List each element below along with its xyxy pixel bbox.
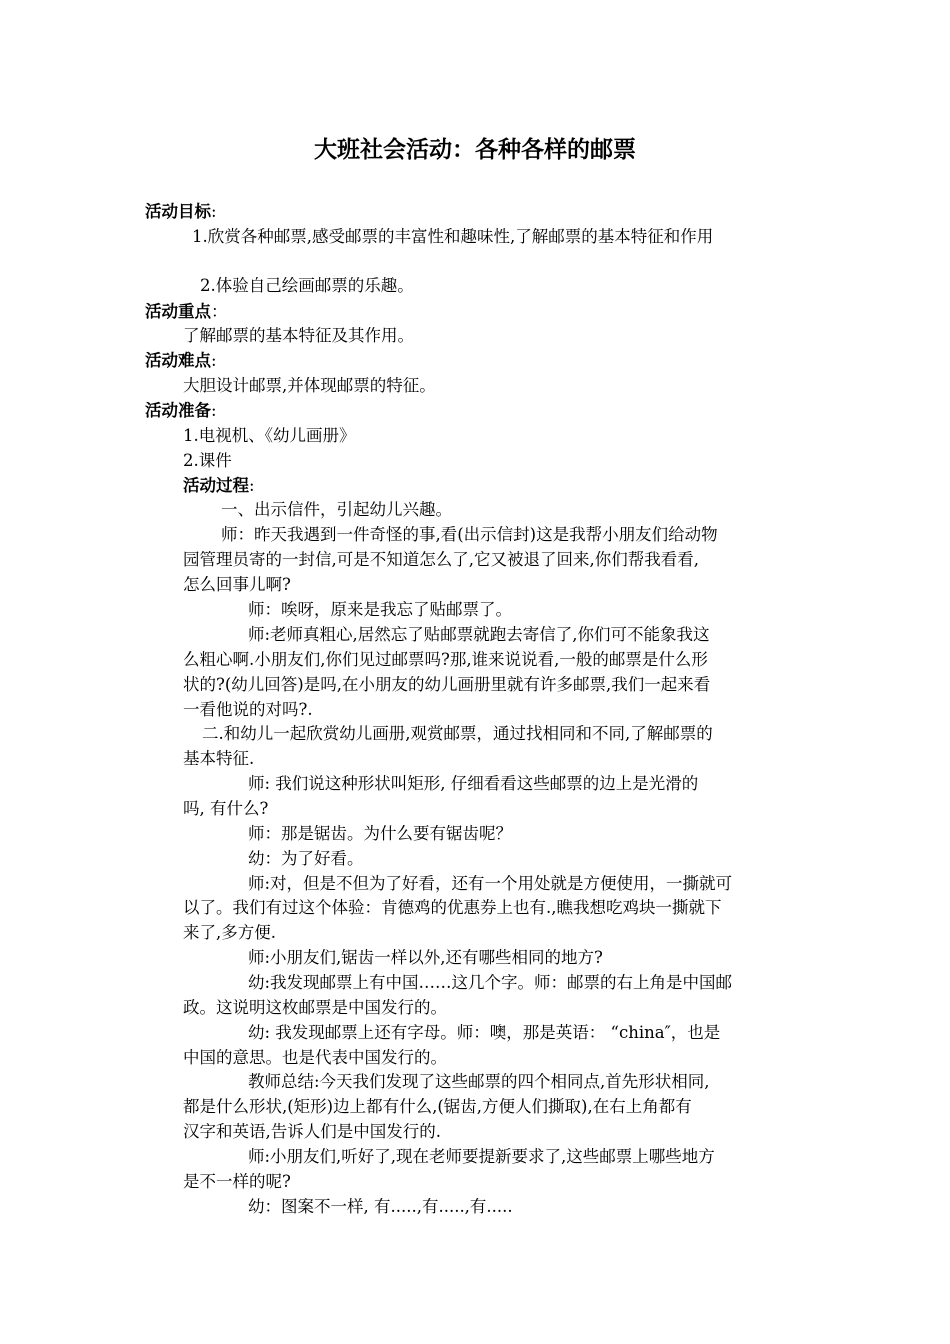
paragraph-line: 么粗心啊.小朋友们,你们见过邮票吗?那,谁来说说看,一般的邮票是什么形	[183, 650, 708, 669]
page-title: 大班社会活动：各种各样的邮票	[314, 137, 636, 163]
paragraph-line: 怎么回事儿啊?	[183, 575, 291, 594]
difficulty-text: 大胆设计邮票,并体现邮票的特征。	[183, 376, 436, 395]
paragraph-line: 师:老师真粗心,居然忘了贴邮票就跑去寄信了,你们可不能象我这	[248, 625, 710, 644]
preparation-item-2: 2.课件	[183, 451, 232, 470]
goals-colon: :	[211, 202, 217, 221]
paragraph-line: 是不一样的呢?	[183, 1172, 291, 1191]
paragraph-line: 中国的意思。也是代表中国发行的。	[183, 1048, 447, 1067]
paragraph-line: 师: 我们说这种形状叫矩形, 仔细看看这些邮票的边上是光滑的	[248, 774, 699, 793]
paragraph-line: 基本特征.	[183, 749, 255, 768]
paragraph-line: 幼：为了好看。	[248, 849, 364, 868]
paragraph-line: 师:对，但是不但为了好看，还有一个用处就是方便使用，一撕就可	[248, 874, 733, 893]
paragraph-line: 一看他说的对吗?.	[183, 700, 313, 719]
paragraph-line: 师：那是锯齿。为什么要有锯齿呢？	[248, 824, 512, 843]
paragraph-line: 幼：图案不一样, 有.....,有.....,有.....	[248, 1197, 513, 1216]
paragraph-line: 汉字和英语,告诉人们是中国发行的.	[183, 1122, 441, 1141]
process-step-1: 一、出示信件，引起幼儿兴趣。	[221, 500, 452, 519]
goals-item-2: 2.体验自己绘画邮票的乐趣。	[200, 276, 414, 295]
paragraph-line: 来了,多方便.	[183, 923, 276, 942]
goals-heading-line	[145, 202, 217, 222]
preparation-heading: 活动准备	[145, 401, 211, 420]
key-point-colon: ：	[211, 302, 228, 321]
process-step-2: 二.和幼儿一起欣赏幼儿画册,观赏邮票，通过找相同和不同,了解邮票的	[202, 724, 713, 743]
paragraph-line: 政。这说明这枚邮票是中国发行的。	[183, 998, 447, 1017]
preparation-colon: :	[211, 401, 217, 420]
paragraph-line: 幼:我发现邮票上有中国……这几个字。师：邮票的右上角是中国邮	[248, 973, 733, 992]
paragraph-line: 都是什么形状,(矩形)边上都有什么,(锯齿,方便人们撕取),在右上角都有	[183, 1097, 692, 1116]
paragraph-line: 以了。我们有过这个体验：肯德鸡的优惠券上也有.,瞧我想吃鸡块一撕就下	[183, 898, 722, 917]
key-point-heading: 活动重点	[145, 302, 211, 321]
process-colon: :	[249, 476, 255, 495]
preparation-heading-line	[145, 401, 217, 421]
preparation-item-1: 1.电视机、《幼儿画册》	[183, 426, 356, 445]
paragraph-line: 园管理员寄的一封信,可是不知道怎么了,它又被退了回来,你们帮我看看,	[183, 550, 699, 569]
difficulty-heading-line	[145, 351, 217, 371]
paragraph-line: 师:小朋友们,锯齿一样以外,还有哪些相同的地方?	[248, 948, 603, 967]
process-heading-line	[183, 476, 255, 496]
difficulty-colon: :	[211, 351, 217, 370]
paragraph-line: 教师总结:今天我们发现了这些邮票的四个相同点,首先形状相同,	[248, 1072, 710, 1091]
paragraph-line: 状的?(幼儿回答)是吗,在小朋友的幼儿画册里就有许多邮票,我们一起来看	[183, 675, 711, 694]
key-point-heading-line	[145, 302, 228, 322]
process-heading: 活动过程	[183, 476, 249, 495]
goals-item-1: 1.欣赏各种邮票,感受邮票的丰富性和趣味性,了解邮票的基本特征和作用	[192, 227, 714, 246]
paragraph-line: 师：昨天我遇到一件奇怪的事,看(出示信封)这是我帮小朋友们给动物	[221, 525, 718, 544]
paragraph-line: 师：唉呀，原来是我忘了贴邮票了。	[248, 600, 512, 619]
paragraph-line: 吗, 有什么?	[183, 799, 269, 818]
key-point-text: 了解邮票的基本特征及其作用。	[183, 326, 414, 345]
paragraph-line: 师:小朋友们,听好了,现在老师要提新要求了,这些邮票上哪些地方	[248, 1147, 715, 1166]
paragraph-line: 幼: 我发现邮票上还有字母。师：噢，那是英语： “china″，也是	[248, 1023, 721, 1042]
goals-heading: 活动目标	[145, 202, 211, 221]
difficulty-heading: 活动难点	[145, 351, 211, 370]
